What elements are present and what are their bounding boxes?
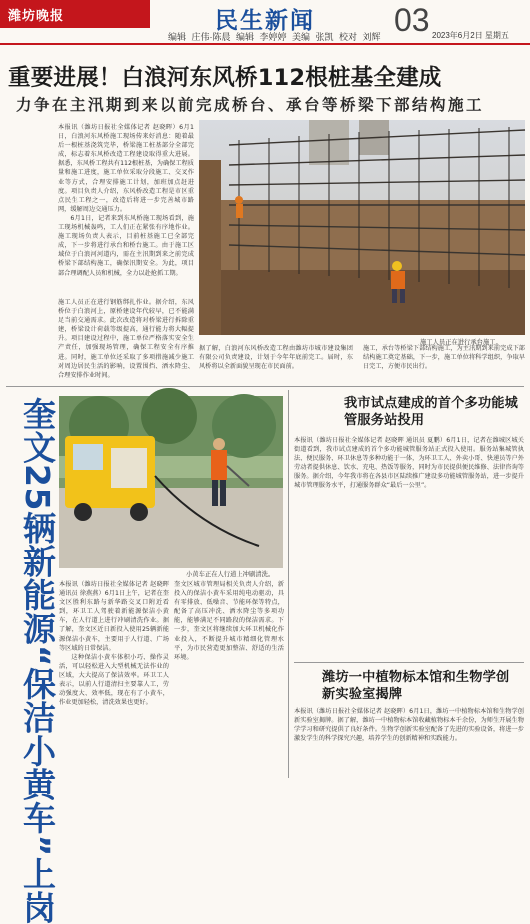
story2-paragraph: 这种保洁小黄车体积小巧、操作灵活，可以轻松进入大型机械无法作业的区域，大大提高了保洁效率。环卫工人表示，以前人行道清扫主要靠人工，劳动强度大、效率低，现在有了小黄车，作业更加轻松，清洗效果也更好。 (59, 653, 169, 707)
lead-paragraph: 据了解，白浪河东风桥改造工程由潍坊市城市建设集团有限公司负责建设，计划于今年年底前完工。届时，东风桥将以全新面貌呈现在市民面前。 (199, 345, 353, 371)
photo-caption: 小黄车正在人行道上冲刷清洗。 (186, 571, 275, 578)
lead-paragraph: 本报讯（潍坊日报社全媒体记者 赵晓晖）6月1日，白浪河东风桥施工现场传来好消息：随着最后一根桩基浇筑完毕，桥梁施工桩基部分全部完成，标志着东风桥改造工程建设取得重大进展。据悉，东风桥工程共有112根桩基，为确保工程质量和施工进度，施工单位采取分段施工、交叉作业等方式，合理安排施工计划，加班加点赶进度。项目负责人介绍，东风桥改造工程是市区重点民生工程之一，改造后将进一步完善城市路网，缓解周边交通压力。 (58, 124, 194, 213)
lead-paragraph: 施工，承台等桥梁下部结构施工，为主汛期到来前完成下部结构施工奠定基础，下一步，施工单位将科学组织，争取早日完工，方便市民出行。 (363, 345, 525, 371)
section-divider (294, 662, 524, 663)
lead-column-3 (199, 344, 353, 380)
story2-paragraph: 奎文区城市管理局相关负责人介绍，新投入的保洁小黄车采用纯电动驱动，具有零排放、低噪音、节能环保等特点，配备了高压冲洗、洒水降尘等多项功能，能够满足不同路段的保洁需求。下一步，奎文区将继续加大环卫机械化作业投入，不断提升城市精细化管理水平，为市民营造更加整洁、舒适的生活环境。 (174, 581, 284, 661)
construction-photo (199, 120, 525, 335)
story4-paragraph: 本报讯（潍坊日报社全媒体记者 赵晓晖）6月1日，潍坊一中植物标本馆和生物学创新实验室揭牌。据了解，潍坊一中植物标本馆收藏植物标本千余份，为师生开展生物学学习和研究提供了良好条件。生物学创新实验室配备了先进的实验设备，将进一步激发学生的科学探究兴趣，培养学生的创新精神和实践能力。 (294, 708, 524, 743)
story3-body (294, 436, 524, 658)
story4-headline: 潍坊一中植物标本馆和生物学创新实验室揭牌 (322, 670, 510, 702)
story2-paragraph: 本报讯（潍坊日报社全媒体记者 赵晓晖 通讯员 徐燕燕）6月1日上午，记者在奎文区胜利东路与新华路交叉口附近看到，环卫工人驾驶着新能源保洁小黄车，在人行道上进行冲刷清洗作业。据了解，奎文区近日新投入使用25辆新能源保洁小黄车，主要用于人行道、广场等区域的日常保洁。 (59, 581, 169, 652)
story2-vertical-headline: 奎文25辆新能源“保洁小黄车”上岗 (18, 397, 57, 924)
photo-caption: 施工人员正在进行承台施工。 (420, 339, 502, 346)
lead-column-2 (58, 298, 194, 379)
story3-paragraph: 本报讯（潍坊日报社全媒体记者 赵晓晖 通讯员 夏鹏）6月1日，记者在潍城区城关街道看到，我市试点建成的首个多功能城管服务站正式投入使用。服务站集城管执法、便民服务、环卫休息等多种功能于一体，为环卫工人、外卖小哥、快递员等户外劳动者提供休息、饮水、充电、热饭等服务，同时为市民提供便民维修、法律咨询等服务。据介绍，今年我市将在各县市区陆续推广建设多功能城管服务站，进一步提升城市管理服务水平，打通服务群众“最后一公里”。 (294, 437, 524, 490)
section-divider (6, 386, 524, 387)
editor-credits: 编辑 庄伟·陈晨 编辑 李婷婷 美编 张凯 校对 刘辉 (168, 32, 381, 42)
masthead-divider (0, 43, 530, 45)
story4-body (294, 707, 524, 779)
issue-date: 2023年6月2日 星期五 (432, 31, 509, 40)
masthead (0, 0, 530, 44)
cleaning-cart-photo-art (59, 396, 283, 568)
masthead-red-band (0, 0, 150, 28)
cleaning-cart-photo (59, 396, 283, 568)
lead-headline: 重要进展！白浪河东风桥112根桩基全建成 (8, 65, 442, 91)
lead-paragraph: 施工人员正在进行钢筋绑扎作业。据介绍，东风桥位于白浪河上，原桥建设年代较早，已不能满足当前交通需求。此次改造将对桥梁进行拆除重建，桥梁设计荷载等级提高，通行能力将大幅提升。项目建设过程中，施工单位严格落实安全生产责任，加强现场管理，确保工程安全有序推进。同时，施工单位还采取了多项措施减少施工对周边居民生活的影响，设置围挡、洒水降尘、合理安排作业时间。 (58, 299, 194, 379)
lead-paragraph: 6月1日，记者来到东风桥施工现场看到，施工现场机械轰鸣，工人们正在紧张有序地作业。施工现场负责人表示，目前桩基施工已全部完成，下一步将进行承台和桥台施工。由于施工区域位于白浪河河道内，需在主汛期到来之前完成桥梁下部结构施工，确保汛期安全。为此，项目部合理调配人员和机械，全力以赴抢抓工期。 (58, 214, 194, 277)
page-number: 03 (394, 2, 430, 38)
construction-photo-art (199, 120, 525, 335)
lead-column-4 (363, 344, 525, 380)
story2-column-1 (59, 580, 169, 778)
column-divider (288, 390, 289, 778)
story2-column-2 (174, 580, 284, 778)
story3-headline: 我市试点建成的首个多功能城管服务站投用 (344, 396, 519, 428)
newspaper-logo: 潍坊晚报 (8, 9, 65, 24)
section-title: 民生新闻 (215, 8, 315, 34)
lead-subhead: 力争在主汛期到来以前完成桥台、承台等桥梁下部结构施工 (16, 95, 485, 114)
